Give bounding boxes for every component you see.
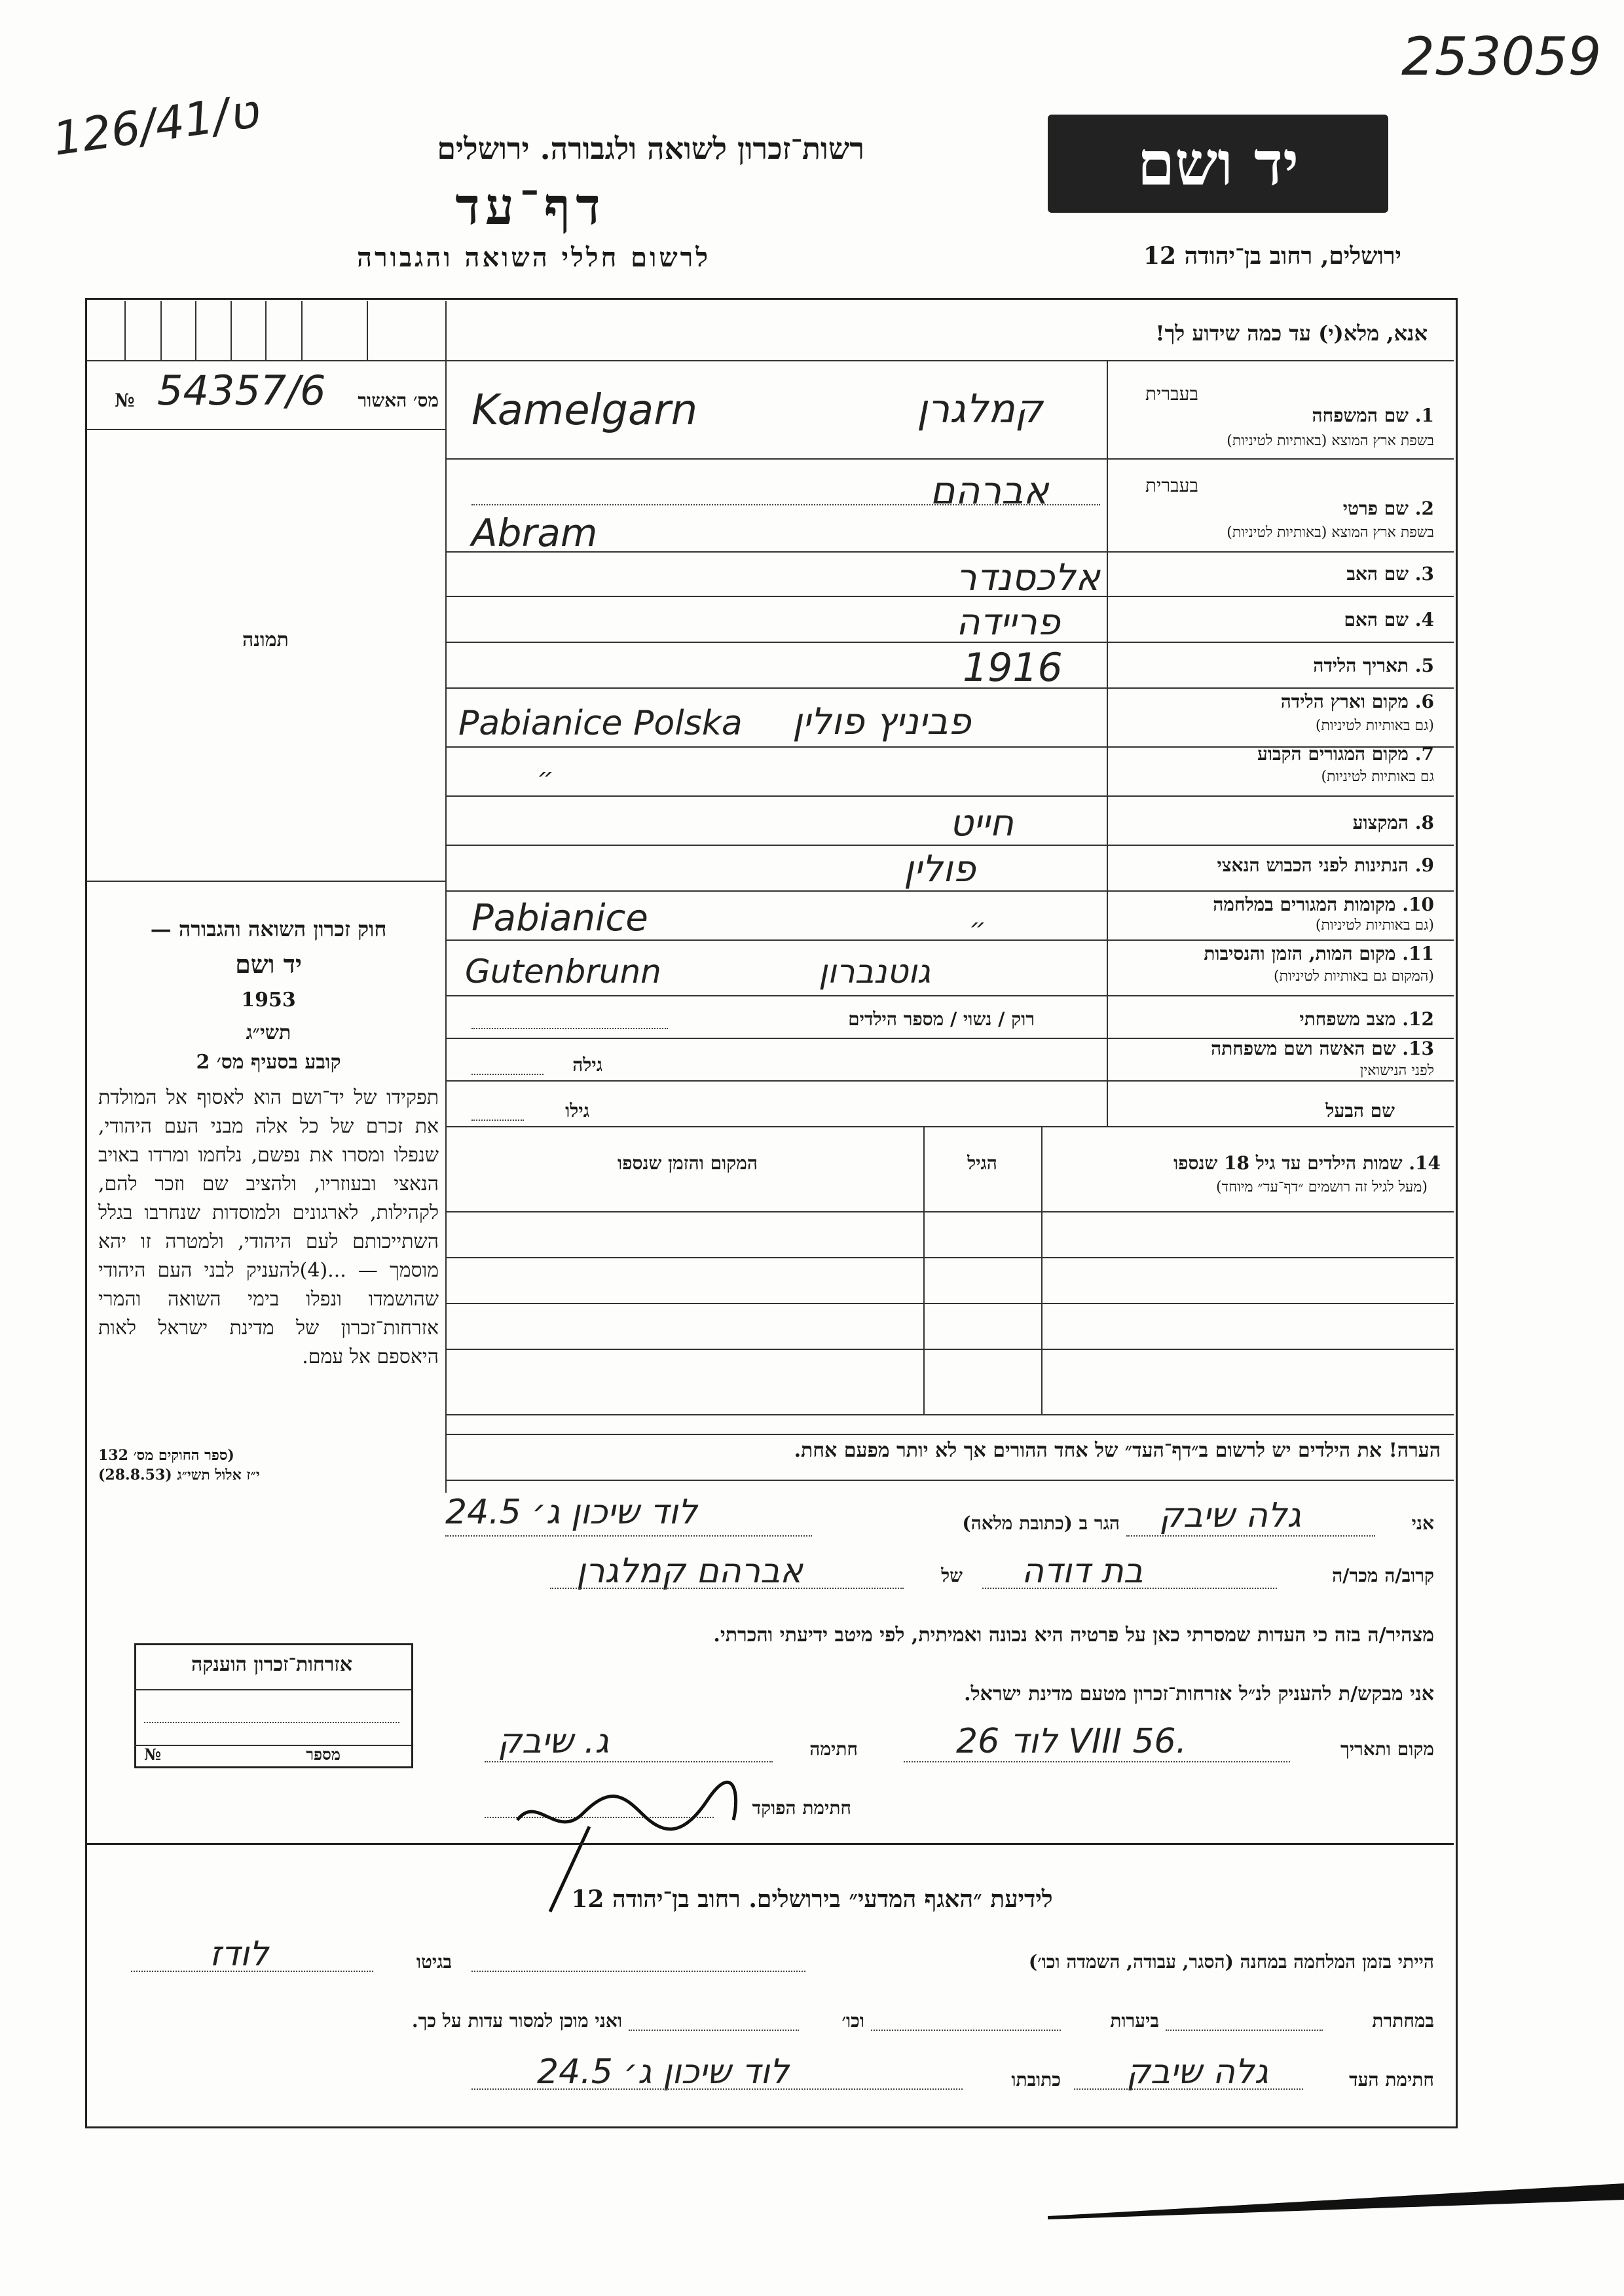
field-11-name: מקום המות, הזמן והנסיבות [1204,943,1396,964]
witness-i-label: אני [1411,1512,1434,1534]
witness-resident-label: הגר ב (כתובת מלאה) [962,1512,1120,1534]
field-10-sub: (גם באותיות לטיניות) [1315,917,1434,934]
field-3-num: 3. [1414,563,1434,585]
field-3-label [1120,563,1434,585]
approval-prefix: № [115,390,135,411]
field-1-num: 1. [1414,405,1434,426]
children-label [1048,1152,1441,1175]
field-2-hebrew-tag: בעברית [1145,475,1198,496]
instruction: אנא, מלא(י) עד כמה שידוע לך! [1155,321,1428,346]
field-3-value: אלכסנדר [956,556,1100,599]
law-name: יד ושם [235,949,302,979]
field-7-sub: גם באותיות לטיניות) [1321,769,1434,785]
footer-sig-label: חתימת העד [1349,2069,1434,2090]
footer-notice: לידיעת ״האגף המדעי״ בירושלים. רחוב בן־יהודה 12 [571,1886,1053,1913]
field-1-name: שם המשפחה [1312,405,1409,426]
field-2-sub: בשפת ארץ המוצא (באותיות לטיניות) [1227,524,1434,541]
field-10-label [1113,894,1434,916]
law-year-he: תשי״ג [246,1021,291,1044]
header-address: ירושלים, רחוב בן־יהודה 12 [1143,242,1401,270]
field-1-sub: בשפת ארץ המוצא (באותיות לטיניות) [1227,433,1434,449]
field-9-num: 9. [1414,854,1434,876]
field-13-label [1113,1038,1434,1060]
signature-label: חתימה [809,1738,858,1760]
citizenship-number-label: מספר [306,1745,341,1764]
field-4-num: 4. [1414,609,1434,630]
field-2-num: 2. [1414,498,1434,519]
children-note: הערה! את הילדים יש לרשום ב״דף־העד״ של אחד ההורים אך לא יותר מפעם אחת. [794,1439,1441,1462]
children-title: שמות הילדים עד גיל 18 שנספו [1173,1152,1403,1174]
law-body: תפקידו של יד־ושם הוא לאסוף אל המולדת את זכרם של כל אלה מבני העם היהודי, שנפלו ומסרו את נפשם, נלחמו ומרדו באויב הנאצי ובעוזריו, ולהציב שם וזכר להם, לקהילות, לארגונים ולמוסדות שנחרבו בגלל השתייכותם לעם היהודי, ולמטרה זו יהא מוסמך — ...(4)להעניק לבני העם היהודי שהושמדו ונפלו בימי השואה והמרי אזרחות־זכרון של מדינת ישראל לאות היאספם אל עמם. [98,1086,439,1368]
field-4-value: פריידה [956,601,1060,644]
field-8-name: המקצוע [1352,812,1409,833]
signature-value: ג. שיבק [498,1722,609,1761]
witness-address: לוד שיכון ג׳ 24.5 [445,1493,697,1532]
field-10-value-latin: Pabianice [471,897,648,939]
law-section: קובע בסעיף מס׳ 2 [196,1051,341,1074]
field-11-num: 11. [1402,943,1434,964]
law-title: חוק זכרון השואה והגבורה — [150,917,387,941]
children-col-age: הגיל [967,1152,997,1174]
field-11-sub: (המקום גם באותיות לטיניות) [1274,968,1434,985]
footer-testimony: ואני מוכן למסור עדות על כך. [411,2010,622,2032]
field-7-label [1120,743,1434,765]
field-2-name: שם פרטי [1342,498,1409,519]
field-1-value-latin: Kamelgarn [471,386,698,435]
field-10-name: מקומות המגורים במלחמה [1213,894,1396,915]
field-12-num: 12. [1402,1008,1434,1030]
place-date-label: מקום ותאריך [1340,1738,1434,1760]
ghetto-value: לודז [210,1935,269,1974]
relation-value: בת דודה [1022,1552,1143,1591]
husband-label: שם הבעל [1325,1100,1395,1121]
field-9-label [1120,854,1434,877]
archive-number: 253059 [1401,26,1602,87]
field-12-options: רוק / נשוי / מספר הילדים [848,1008,1035,1030]
approval-label: מס׳ האשור [358,390,439,411]
relative-label: קרוב/ה מכר/ה [1332,1565,1434,1586]
field-9-name: הנתינות לפני הכבוש הנאצי [1217,854,1409,876]
field-4-name: שם האם [1344,609,1409,630]
field-2-value-latin: Abram [471,511,598,555]
footer-forests: ביערות [1110,2010,1159,2032]
field-8-label [1120,812,1434,834]
field-5-num: 5. [1414,655,1434,676]
field-1-hebrew-tag: בעברית [1145,383,1198,405]
witness-name: גלה שיבק [1159,1496,1301,1535]
approval-number: 54357/6 [157,367,326,414]
law-reference: (ספר החוקים מס׳ 132 [98,1447,234,1464]
field-9-value: פולין [904,848,976,890]
declaration: מצהיר/ה בזה כי העדות שמסרתי כאן על פרטיה היא נכונה ואמיתית, לפי מיטב ידיעתי והכרתי. [713,1624,1434,1647]
field-6-label [1120,691,1434,713]
field-3-name: שם האב [1346,563,1409,585]
place-date-value: לוד 26 VIII 56. [956,1722,1187,1761]
field-6-num: 6. [1414,691,1434,712]
of-name: אברהם קמלגרן [576,1552,803,1591]
footer-address-label: כתובתו [1011,2069,1061,2090]
field-12-label [1120,1008,1434,1030]
citizenship-title: אזרחות־זכרון הוענקה [191,1653,353,1676]
field-7-num: 7. [1414,743,1434,765]
field-11-value-latin: Gutenbrunn [465,953,661,991]
field-5-name: תאריך הלידה [1313,655,1409,676]
field-8-value: חייט [950,802,1014,845]
handwritten-code: 126/ט/41 [49,84,262,166]
field-2-value-he: אברהם [930,468,1049,513]
field-11-value-he: גוטנברון [819,953,931,991]
field-13-sub: לפני הנישואין [1359,1063,1434,1079]
field-8-num: 8. [1414,812,1434,833]
request: אני מבקש/ת להעניק לנ״ל אזרחות־זכרון מטעם מדינת ישראל. [964,1683,1434,1705]
footer-address-value: לוד שיכון ג׳ 24.5 [537,2052,789,2092]
field-6-value-latin: Pabianice Polska [458,704,743,743]
field-1-value-he: קמלגרן [917,386,1043,432]
ghetto-label: בגיטו [416,1951,452,1973]
children-col-place: המקום והזמן שנספו [618,1152,758,1174]
field-4-label [1120,609,1434,631]
field-6-sub: (גם באותיות לטיניות) [1315,718,1434,734]
wife-age-label: גילה [572,1054,602,1076]
field-1-label [1120,405,1434,427]
footer-sig-value: גלה שיבק [1126,2052,1268,2092]
field-11-label [1113,943,1434,965]
field-13-num: 13. [1402,1038,1434,1059]
field-5-label [1120,655,1434,677]
form-subtitle: לרשום חללי השואה והגבורה [356,242,711,273]
children-num: 14. [1409,1152,1441,1174]
law-reference-date: י״ז אלול תשי״ג (28.8.53) [98,1467,260,1484]
of-label: של [941,1565,963,1586]
field-12-name: מצב משפחתי [1299,1008,1396,1030]
footer-line1-label: הייתי בזמן המלחמה במחנה (הסגר, עבודה, השמדה וכו׳) [1028,1951,1434,1973]
children-sub: (מעל לגיל זה רושמים ״דף־עד״ מיוחד) [1215,1179,1428,1195]
citizenship-number-prefix: № [144,1745,162,1764]
law-year: 1953 [241,989,296,1011]
field-7-value: ״ [537,763,554,793]
field-7-name: מקום המגורים הקבוע [1257,743,1409,765]
footer-etc: וכו׳ [841,2010,864,2032]
field-2-label [1120,498,1434,520]
photo-label: תמונה [242,629,289,651]
authority-title: רשות־זכרון לשואה ולגבורה. ירושלים [437,131,864,166]
footer-underground: במחתרת [1372,2010,1434,2032]
officer-label: חתימת הפוקד [752,1797,851,1819]
field-6-name: מקום וארץ הלידה [1280,691,1409,712]
scan-edge [1048,2180,1624,2219]
field-5-value: 1916 [963,645,1063,691]
husband-age-label: גילו [565,1100,589,1121]
field-10-value-he: ״ [969,913,986,943]
field-13-name: שם האשה ושם משפחתה [1211,1038,1396,1059]
logo-text: יד ושם [1137,128,1299,199]
field-6-value-he: פביניץ פולין [792,701,971,743]
field-10-num: 10. [1402,894,1434,915]
yad-vashem-logo [1048,115,1388,213]
form-title: דף־עד [455,177,606,236]
